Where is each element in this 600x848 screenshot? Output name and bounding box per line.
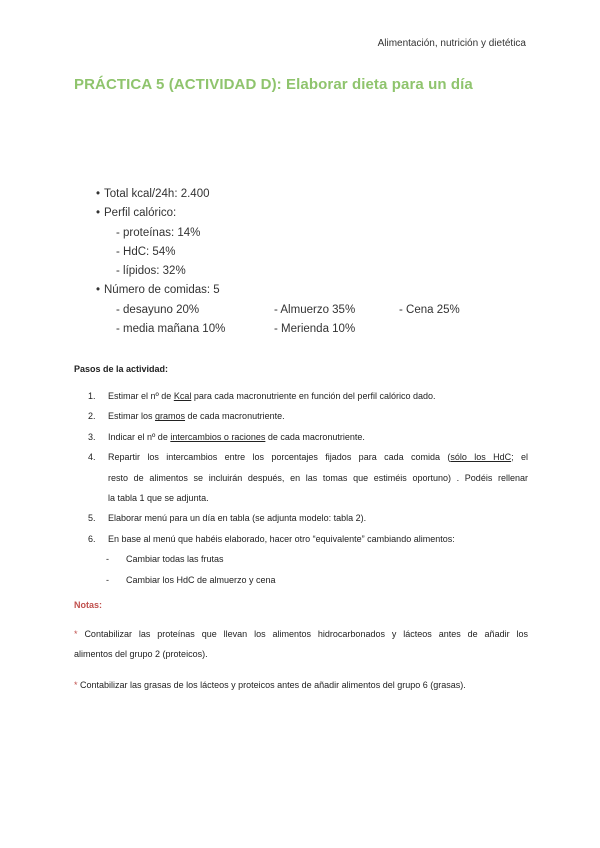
sub-item bbox=[88, 570, 528, 590]
step-number: 4. bbox=[88, 452, 96, 463]
asterisk-icon: * bbox=[74, 629, 78, 639]
step-item bbox=[88, 406, 528, 426]
summary-total-kcal bbox=[96, 185, 460, 204]
dash-icon: - bbox=[106, 574, 109, 585]
step-item bbox=[88, 427, 528, 447]
comidas-row-1 bbox=[96, 301, 460, 320]
perfil-proteinas: - proteínas: 14% bbox=[116, 226, 201, 239]
sub-item-text: Cambiar todas las frutas bbox=[126, 554, 224, 565]
step-number: 6. bbox=[88, 533, 96, 544]
steps-list bbox=[88, 386, 528, 590]
step-number: 2. bbox=[88, 411, 96, 422]
perfil-lipidos: - lípidos: 32% bbox=[116, 265, 186, 278]
dash-icon: - bbox=[106, 554, 109, 565]
step-number: 1. bbox=[88, 391, 96, 401]
diet-summary bbox=[96, 185, 460, 339]
comidas-row-2 bbox=[96, 320, 460, 339]
page-header-subject: Alimentación, nutrición y dietética bbox=[377, 38, 526, 49]
comida-media-manana: - media mañana 10% bbox=[116, 323, 226, 336]
step-item bbox=[88, 529, 528, 549]
step-item bbox=[88, 508, 528, 528]
perfil-hdc: - HdC: 54% bbox=[116, 245, 176, 258]
step-text: Estimar los gramos de cada macronutriente. bbox=[108, 411, 285, 422]
comida-merienda: - Merienda 10% bbox=[274, 323, 356, 336]
bullet-icon: • bbox=[96, 207, 101, 220]
step-text: En base al menú que habéis elaborado, hacer otro “equivalente” cambiando alimentos: bbox=[108, 533, 455, 544]
step-number: 5. bbox=[88, 513, 96, 524]
step-text: Indicar el nº de intercambios o raciones de cada macronutriente. bbox=[108, 431, 365, 442]
summary-perfil bbox=[96, 204, 460, 223]
bullet-icon: • bbox=[96, 284, 101, 297]
comidas-label: Número de comidas: 5 bbox=[104, 284, 220, 297]
step-text: Repartir los intercambios entre los porcentajes fijados para cada comida (sólo los HdC; el resto de alimentos se incluirán después, en las tomas que estiméis oportuno) . Podéis rellenar la tabla 1 que se adjunta. bbox=[108, 452, 528, 504]
step-text: Elaborar menú para un día en tabla (se adjunta modelo: tabla 2). bbox=[108, 513, 367, 524]
comida-cena: - Cena 25% bbox=[399, 303, 460, 316]
notes-heading: Notas: bbox=[74, 600, 103, 610]
total-kcal-text: Total kcal/24h: 2.400 bbox=[104, 188, 210, 200]
steps-heading: Pasos de la actividad: bbox=[74, 364, 169, 374]
asterisk-icon: * bbox=[74, 680, 78, 690]
perfil-label: Perfil calórico: bbox=[104, 207, 177, 220]
step-item bbox=[88, 447, 528, 508]
sub-item bbox=[88, 549, 528, 569]
comida-desayuno: - desayuno 20% bbox=[116, 303, 200, 316]
note-proteinas: * Contabilizar las proteínas que llevan los alimentos hidrocarbonados y lácteos antes de añadir los alimentos del grupo 2 (proteicos). bbox=[74, 629, 528, 660]
comida-almuerzo: - Almuerzo 35% bbox=[274, 303, 356, 316]
page-title: PRÁCTICA 5 (ACTIVIDAD D): Elaborar dieta para un día bbox=[74, 76, 473, 93]
note-grasas: * Contabilizar las grasas de los lácteos y proteicos antes de añadir alimentos del grupo 6 (grasas). bbox=[74, 680, 466, 690]
step-item bbox=[88, 386, 528, 406]
summary-comidas bbox=[96, 281, 460, 300]
step-text: Estimar el nº de Kcal para cada macronutriente en función del perfil calórico dado. bbox=[108, 391, 436, 401]
bullet-icon: • bbox=[96, 188, 101, 200]
step-number: 3. bbox=[88, 431, 96, 442]
sub-item-text: Cambiar los HdC de almuerzo y cena bbox=[126, 574, 276, 585]
